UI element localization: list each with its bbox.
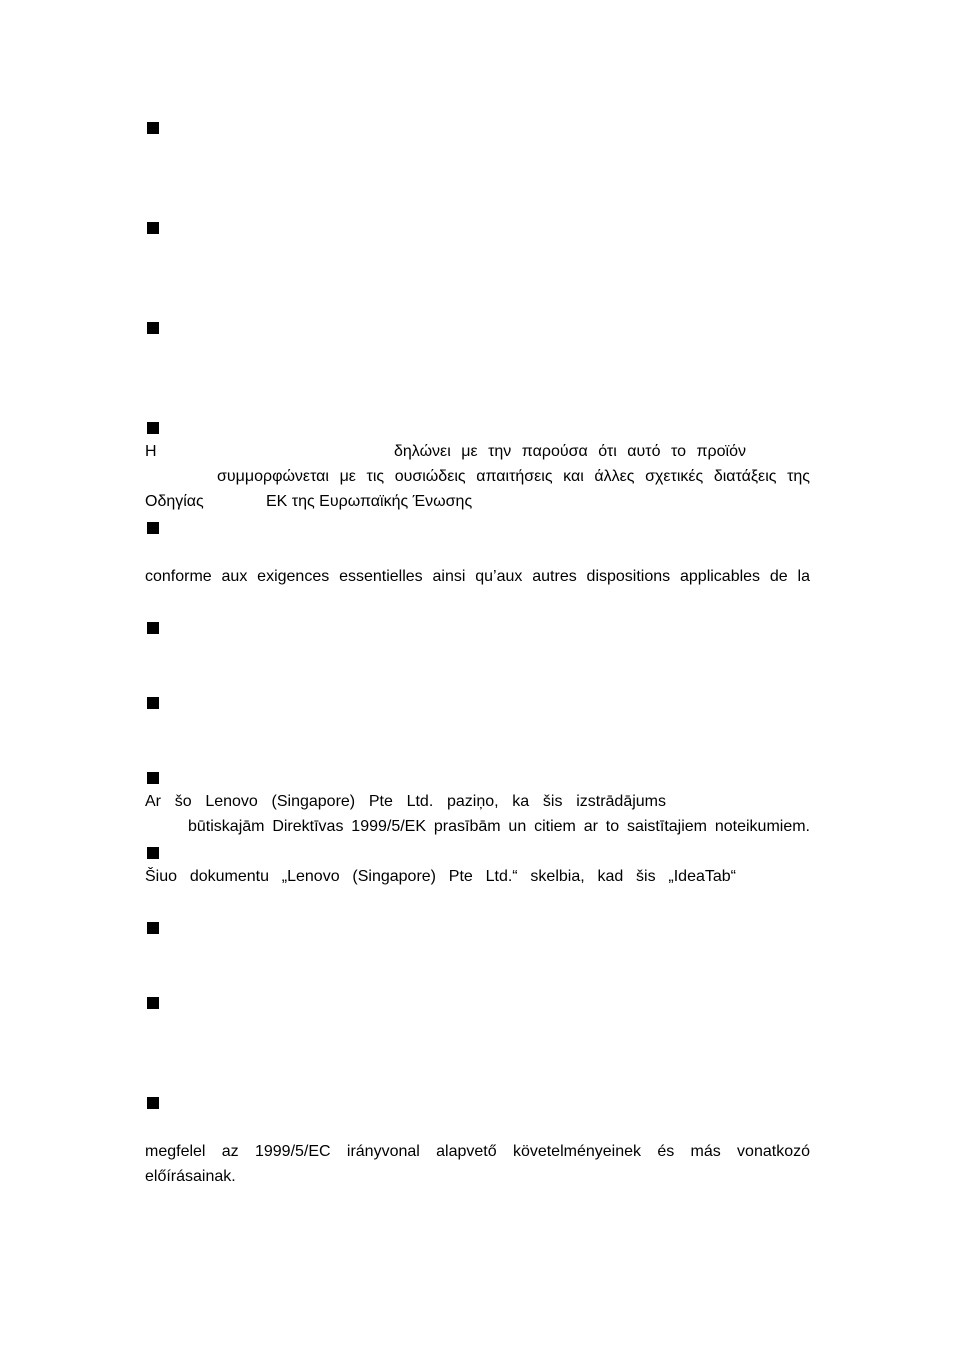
- square-bullet-icon: [147, 772, 159, 784]
- hungarian-line2: előírásainak.: [145, 1168, 236, 1185]
- square-bullet-icon: [147, 622, 159, 634]
- square-bullet-icon: [147, 697, 159, 709]
- latvian-line1: Ar šo Lenovo (Singapore) Pte Ltd. paziņo, ka šis izstrādājums: [145, 793, 666, 810]
- square-bullet-icon: [147, 122, 159, 134]
- greek-line2: συμμορφώνεται με τις ουσιώδεις απαιτήσεις και άλλες σχετικές διατάξεις της: [217, 468, 810, 485]
- lithuanian-line1: Šiuo dokumentu „Lenovo (Singapore) Pte Ltd.“ skelbia, kad šis „IdeaTab“: [145, 868, 736, 885]
- greek-line3-start: Οδηγίας: [145, 493, 204, 510]
- square-bullet-icon: [147, 522, 159, 534]
- square-bullet-icon: [147, 1097, 159, 1109]
- greek-line1-end: δηλώνει με την παρούσα ότι αυτό το προϊόν: [394, 443, 746, 460]
- french-line: conforme aux exigences essentielles ainsi qu’aux autres dispositions applicables de la: [145, 568, 810, 585]
- square-bullet-icon: [147, 422, 159, 434]
- square-bullet-icon: [147, 997, 159, 1009]
- square-bullet-icon: [147, 322, 159, 334]
- greek-line1-start: H: [145, 443, 157, 460]
- square-bullet-icon: [147, 222, 159, 234]
- square-bullet-icon: [147, 922, 159, 934]
- hungarian-line1: megfelel az 1999/5/EC irányvonal alapvető követelményeinek és más vonatkozó: [145, 1143, 810, 1160]
- greek-line3-end: ΕΚ της Ευρωπαϊκής Ένωσης: [266, 493, 473, 510]
- latvian-line2: būtiskajām Direktīvas 1999/5/EK prasībām un citiem ar to saistītajiem noteikumiem.: [188, 818, 810, 835]
- square-bullet-icon: [147, 847, 159, 859]
